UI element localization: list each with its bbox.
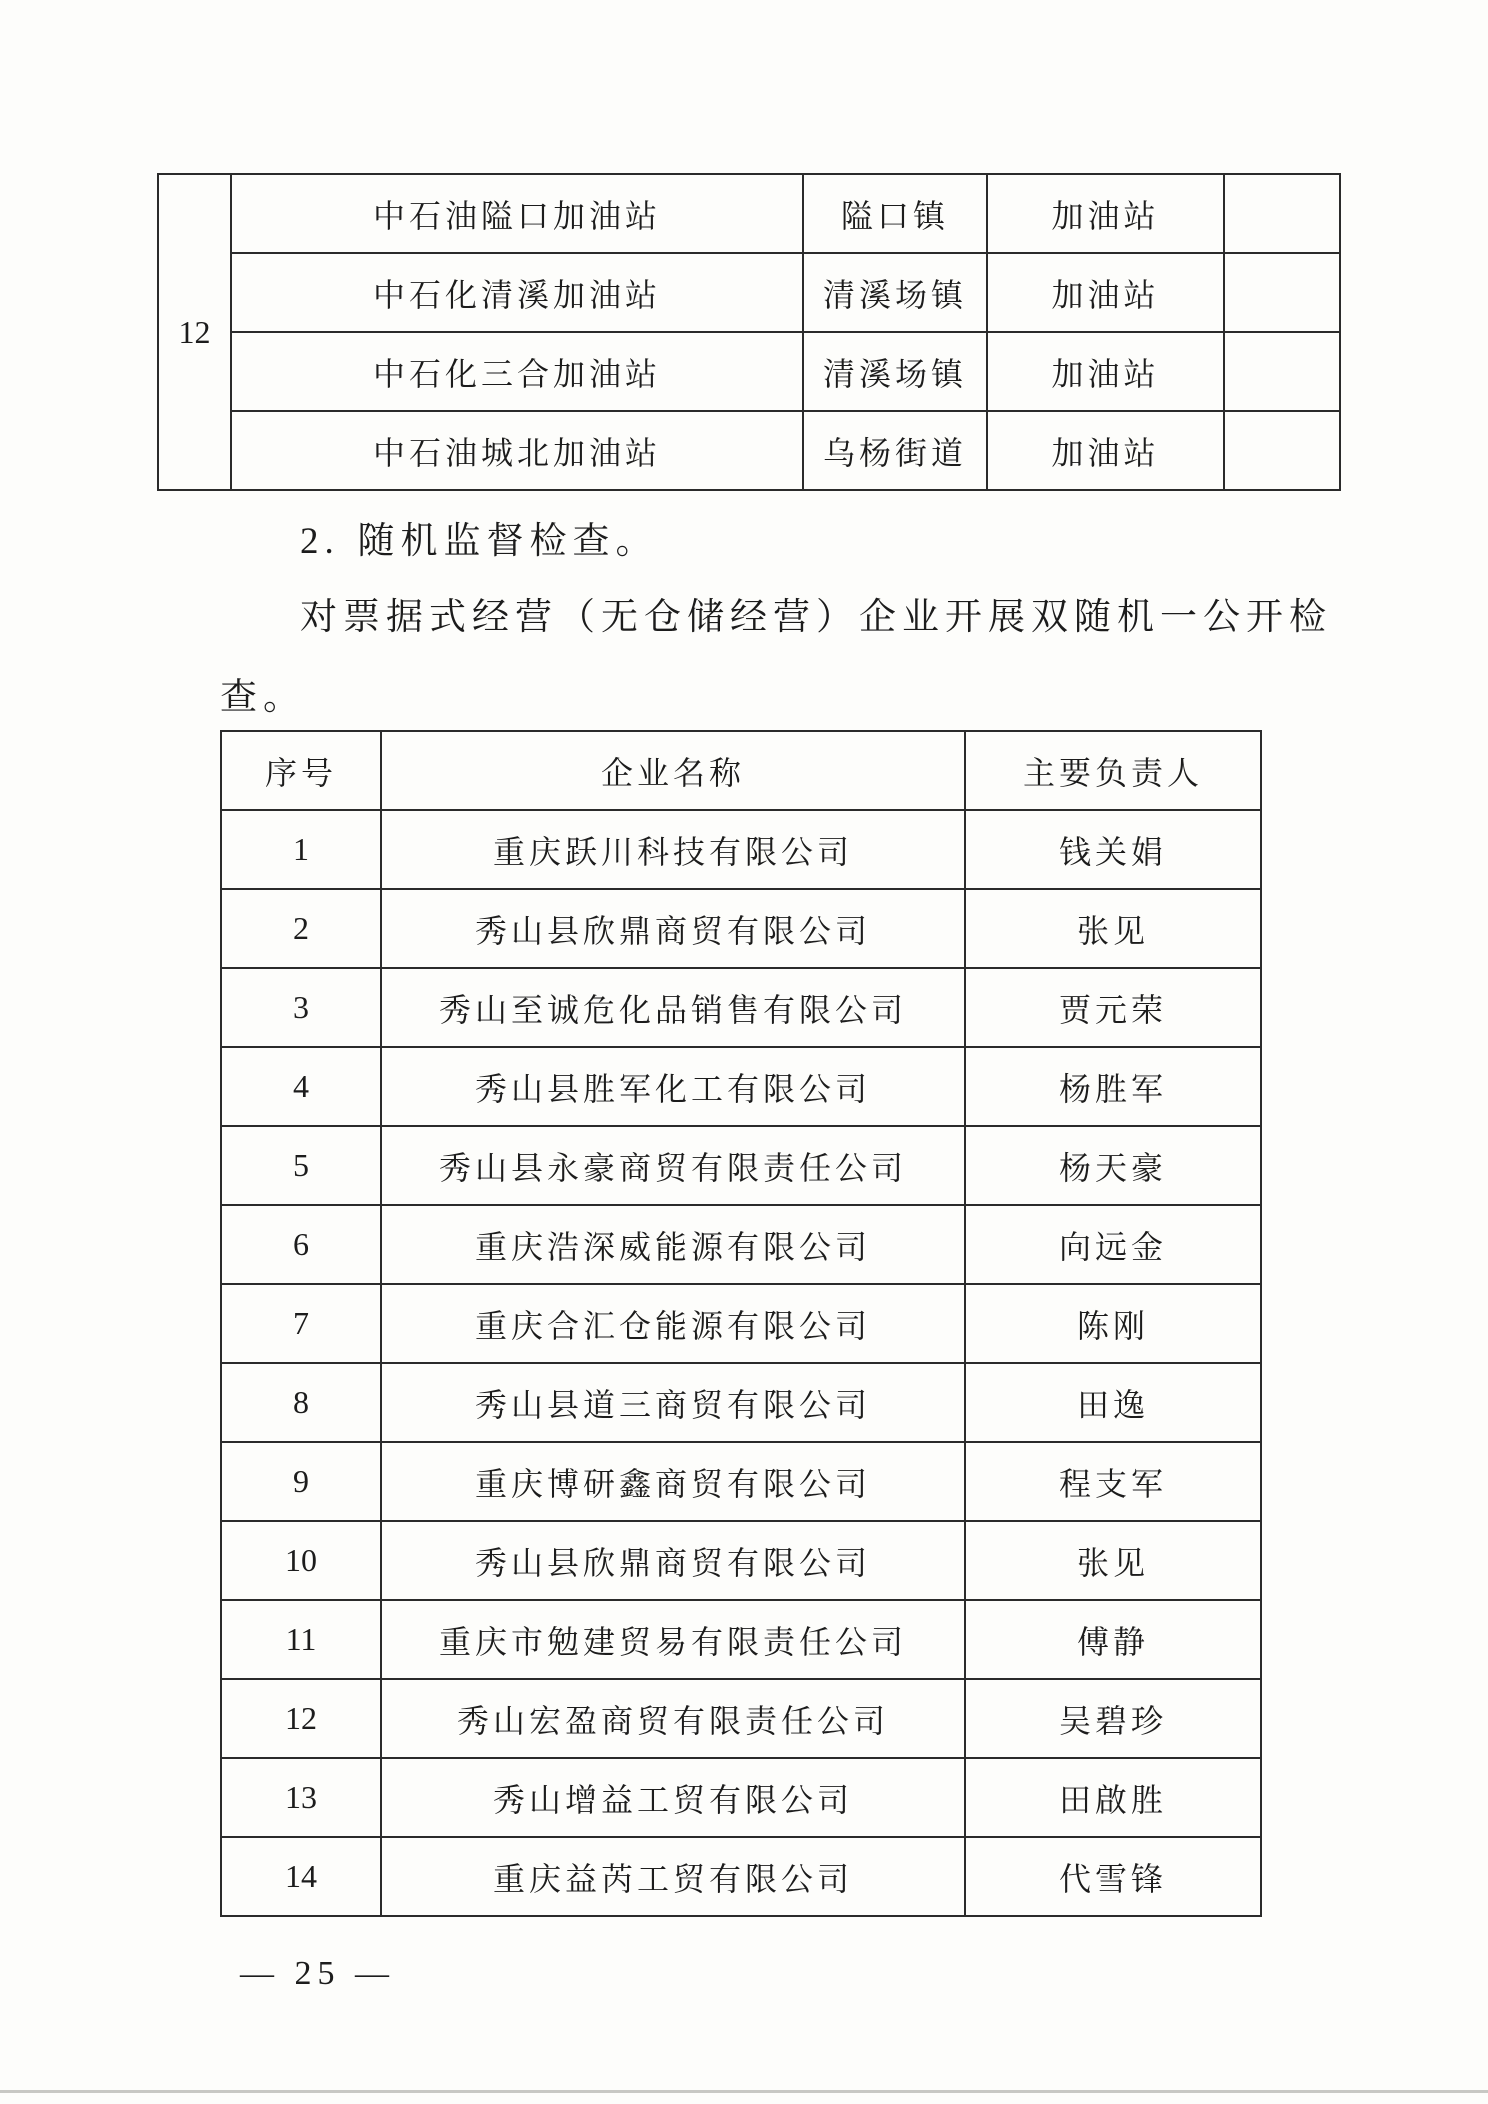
group-number-cell: 12 — [158, 174, 231, 490]
row-number-cell: 3 — [221, 968, 381, 1047]
company-name-cell: 秀山县欣鼎商贸有限公司 — [381, 889, 965, 968]
section-number: 2. — [300, 521, 340, 562]
station-type-cell: 加油站 — [987, 332, 1224, 411]
person-in-charge-cell: 张见 — [965, 889, 1261, 968]
table-header-row — [221, 731, 1261, 810]
station-town-cell: 乌杨街道 — [803, 411, 987, 490]
person-in-charge-cell: 向远金 — [965, 1205, 1261, 1284]
table-row — [158, 411, 1340, 490]
company-name-cell: 重庆合汇仓能源有限公司 — [381, 1284, 965, 1363]
table-row — [221, 1521, 1261, 1600]
table-row — [221, 810, 1261, 889]
table-row — [158, 253, 1340, 332]
person-in-charge-cell: 傅静 — [965, 1600, 1261, 1679]
station-town-cell: 清溪场镇 — [803, 332, 987, 411]
table-row — [221, 889, 1261, 968]
row-number-cell: 7 — [221, 1284, 381, 1363]
table-row — [221, 1126, 1261, 1205]
person-in-charge-cell: 田逸 — [965, 1363, 1261, 1442]
person-in-charge-cell: 田啟胜 — [965, 1758, 1261, 1837]
table-row — [221, 1600, 1261, 1679]
table-row — [158, 332, 1340, 411]
table-row — [221, 1205, 1261, 1284]
row-number-cell: 11 — [221, 1600, 381, 1679]
column-header-company: 企业名称 — [381, 731, 965, 810]
person-in-charge-cell: 杨天豪 — [965, 1126, 1261, 1205]
section-title: 随机监督检查。 — [357, 519, 659, 562]
company-name-cell: 重庆博研鑫商贸有限公司 — [381, 1442, 965, 1521]
company-name-cell: 秀山增益工贸有限公司 — [381, 1758, 965, 1837]
section-heading — [300, 510, 659, 564]
table-row — [221, 1363, 1261, 1442]
person-in-charge-cell: 贾元荣 — [965, 968, 1261, 1047]
station-town-cell: 清溪场镇 — [803, 253, 987, 332]
table-row — [221, 1284, 1261, 1363]
table-row — [221, 968, 1261, 1047]
row-number-cell: 5 — [221, 1126, 381, 1205]
scan-edge-divider — [0, 2090, 1488, 2093]
company-name-cell: 秀山县永豪商贸有限责任公司 — [381, 1126, 965, 1205]
table-row — [158, 174, 1340, 253]
table-row — [221, 1679, 1261, 1758]
station-name-cell: 中石油隘口加油站 — [231, 174, 803, 253]
station-type-cell: 加油站 — [987, 174, 1224, 253]
enterprise-table — [220, 730, 1262, 1917]
table-row — [221, 1758, 1261, 1837]
person-in-charge-cell: 陈刚 — [965, 1284, 1261, 1363]
station-note-cell — [1224, 332, 1340, 411]
person-in-charge-cell: 杨胜军 — [965, 1047, 1261, 1126]
row-number-cell: 9 — [221, 1442, 381, 1521]
station-name-cell: 中石化三合加油站 — [231, 332, 803, 411]
company-name-cell: 秀山县胜军化工有限公司 — [381, 1047, 965, 1126]
company-name-cell: 秀山县欣鼎商贸有限公司 — [381, 1521, 965, 1600]
gas-station-table — [157, 173, 1341, 491]
person-in-charge-cell: 代雪锋 — [965, 1837, 1261, 1916]
station-name-cell: 中石油城北加油站 — [231, 411, 803, 490]
column-header-person: 主要负责人 — [965, 731, 1261, 810]
station-note-cell — [1224, 411, 1340, 490]
company-name-cell: 秀山宏盈商贸有限责任公司 — [381, 1679, 965, 1758]
table-row — [221, 1047, 1261, 1126]
row-number-cell: 12 — [221, 1679, 381, 1758]
station-name-cell: 中石化清溪加油站 — [231, 253, 803, 332]
row-number-cell: 8 — [221, 1363, 381, 1442]
station-note-cell — [1224, 253, 1340, 332]
company-name-cell: 秀山县道三商贸有限公司 — [381, 1363, 965, 1442]
row-number-cell: 1 — [221, 810, 381, 889]
table-row — [221, 1837, 1261, 1916]
company-name-cell: 秀山至诚危化品销售有限公司 — [381, 968, 965, 1047]
person-in-charge-cell: 张见 — [965, 1521, 1261, 1600]
paragraph-line: 对票据式经营（无仓储经营）企业开展双随机一公开检 — [300, 595, 1332, 638]
row-number-cell: 4 — [221, 1047, 381, 1126]
person-in-charge-cell: 程支军 — [965, 1442, 1261, 1521]
station-type-cell: 加油站 — [987, 411, 1224, 490]
enterprise-table-body — [221, 810, 1261, 1916]
table-row — [221, 1442, 1261, 1521]
column-header-no: 序号 — [221, 731, 381, 810]
station-town-cell: 隘口镇 — [803, 174, 987, 253]
row-number-cell: 14 — [221, 1837, 381, 1916]
row-number-cell: 10 — [221, 1521, 381, 1600]
row-number-cell: 13 — [221, 1758, 381, 1837]
station-note-cell — [1224, 174, 1340, 253]
paragraph-line: 查。 — [220, 675, 306, 718]
row-number-cell: 2 — [221, 889, 381, 968]
company-name-cell: 重庆市勉建贸易有限责任公司 — [381, 1600, 965, 1679]
company-name-cell: 重庆益芮工贸有限公司 — [381, 1837, 965, 1916]
row-number-cell: 6 — [221, 1205, 381, 1284]
station-type-cell: 加油站 — [987, 253, 1224, 332]
company-name-cell: 重庆跃川科技有限公司 — [381, 810, 965, 889]
person-in-charge-cell: 钱关娟 — [965, 810, 1261, 889]
person-in-charge-cell: 吴碧珍 — [965, 1679, 1261, 1758]
page-number: — 25 — — [240, 1955, 395, 1992]
company-name-cell: 重庆浩深威能源有限公司 — [381, 1205, 965, 1284]
